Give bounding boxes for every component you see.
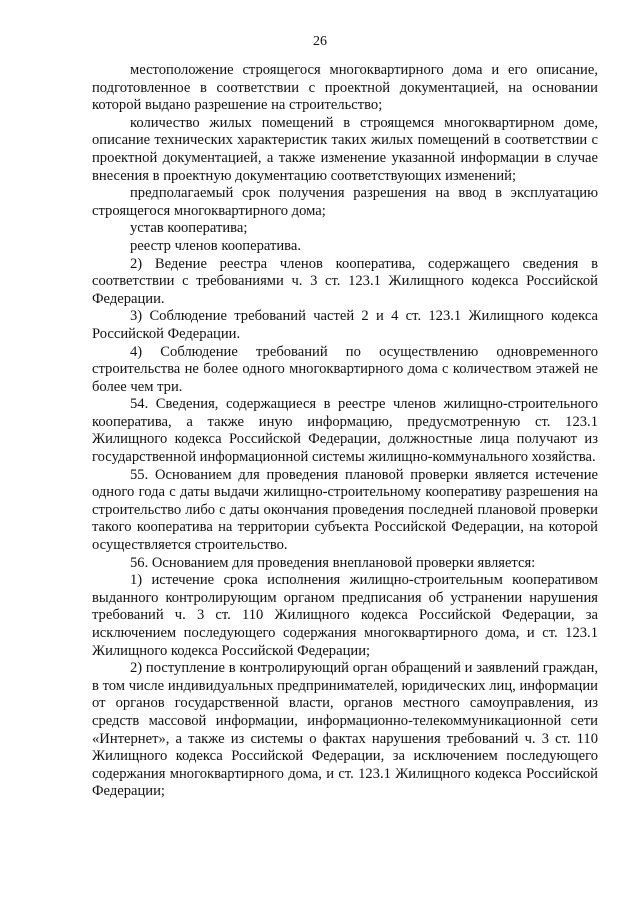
- paragraph-item-4: 4) Соблюдение требований по осуществлению одновременного строительства не более одного многоквартирного дома с количеством этажей не более чем три.: [92, 343, 598, 395]
- page-number: 26: [313, 34, 327, 49]
- paragraph-member-register: реестр членов кооператива.: [130, 237, 301, 254]
- paragraph-55: 55. Основанием для проведения плановой проверки является истечение одного года с даты выдачи жилищно-строительному кооперативу разрешения на строительство либо с даты окончания проведения последней плановой проверки такого кооператива на территории субъекта Российской Федерации, на которой осуществляется строительство.: [92, 466, 598, 554]
- paragraph-54: 54. Сведения, содержащиеся в реестре членов жилищно-строительного кооператива, а также иную информацию, предусмотренную ст. 123.1 Жилищного кодекса Российской Федерации, должностные лица получают из государственной информационной системы жилищно-коммунального хозяйства.: [92, 396, 598, 466]
- paragraph-56: 56. Основанием для проведения внеплановой проверки является:: [130, 554, 536, 571]
- paragraph-item-3: 3) Соблюдение требований частей 2 и 4 ст. 123.1 Жилищного кодекса Российской Федерации.: [92, 308, 598, 342]
- paragraph-56-item-1: 1) истечение срока исполнения жилищно-строительным кооперативом выданного контролирующим органом предписания об устранении нарушения требований ч. 3 ст. 110 Жилищного кодекса Российской Федерации, за исключением последующего содержания многоквартирного дома, и ст. 123.1 Жилищного кодекса Российской Федерации;: [92, 572, 598, 659]
- paragraph-location: местоположение строящегося многоквартирного дома и его описание, подготовленное в соответствии с проектной документацией, на основании которой выдано разрешение на строительство;: [92, 62, 598, 114]
- paragraph-item-2: 2) Ведение реестра членов кооператива, содержащего сведения в соответствии с требованиями ч. 3 ст. 123.1 Жилищного кодекса Российской Федерации.: [92, 255, 598, 307]
- paragraph-56-item-2: 2) поступление в контролирующий орган обращений и заявлений граждан, в том числе индивидуальных предпринимателей, юридических лиц, информации от органов государственной власти, органов местного самоуправления, из средств массовой информации, информационно-телекоммуникационной сети «Интернет», а также из системы о фактах нарушения требований ч. 3 ст. 110 Жилищного кодекса Российской Федерации, за исключением последующего содержания многоквартирного дома, и ст. 123.1 Жилищного кодекса Российской Федерации;: [92, 660, 598, 800]
- document-body: [92, 62, 598, 801]
- paragraph-charter: устав кооператива;: [130, 220, 248, 237]
- paragraph-commissioning-date: предполагаемый срок получения разрешения на ввод в эксплуатацию строящегося многоквартирного дома;: [92, 185, 598, 219]
- paragraph-residential-units: количество жилых помещений в строящемся многоквартирном доме, описание технических характеристик таких жилых помещений в соответствии с проектной документацией, а также изменение указанной информации в случае внесения в проектную документацию соответствующих изменений;: [92, 114, 598, 184]
